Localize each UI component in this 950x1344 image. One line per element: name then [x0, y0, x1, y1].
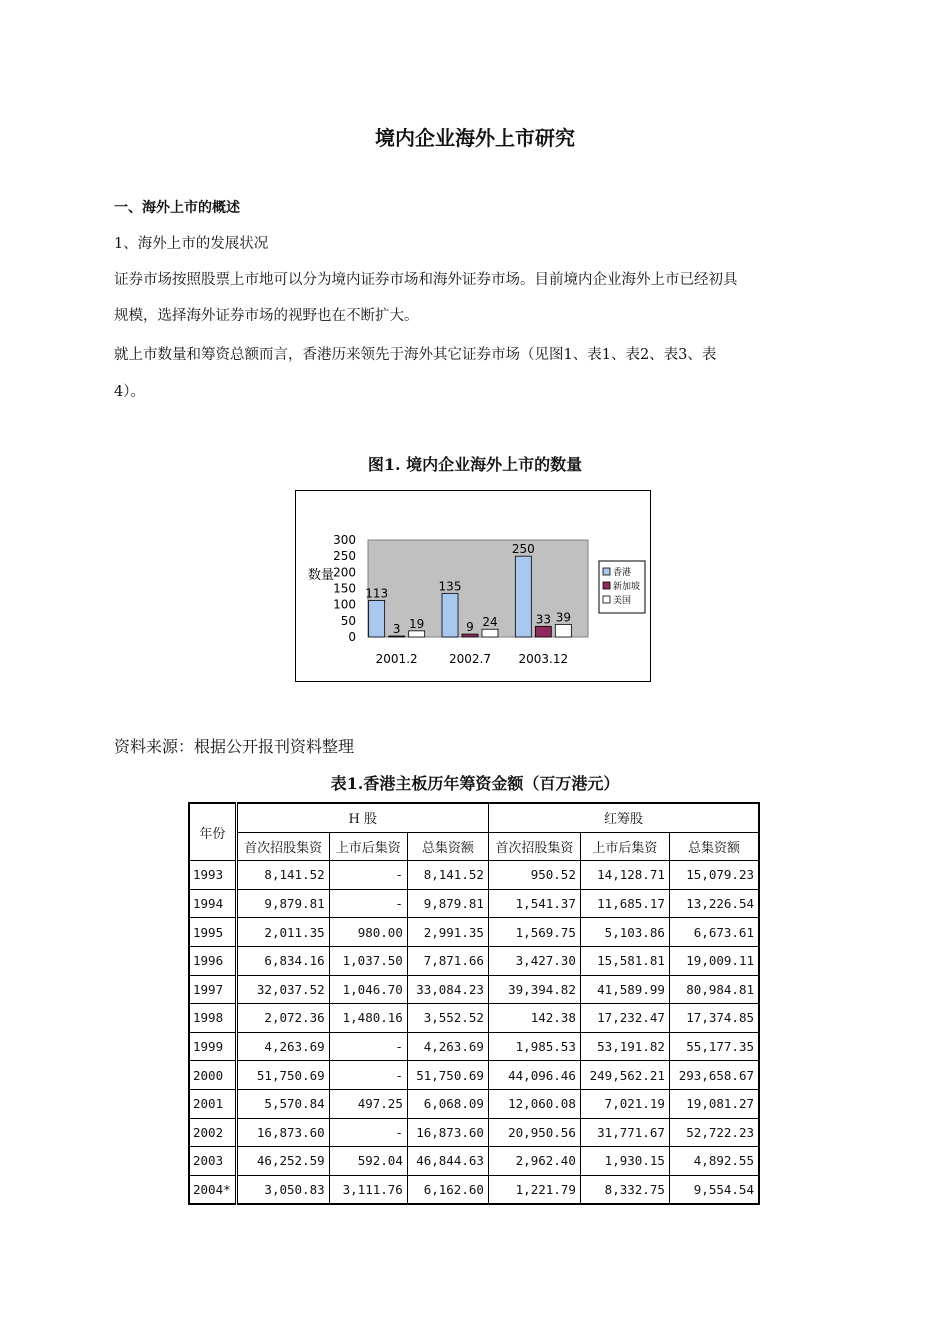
data-label: 135 — [438, 579, 462, 594]
value-cell: 16,873.60 — [407, 1118, 488, 1147]
value-cell: 12,060.08 — [488, 1089, 580, 1118]
year-cell: 2002 — [189, 1118, 236, 1147]
value-cell: 3,050.83 — [236, 1175, 329, 1204]
y-tick-label: 0 — [348, 630, 356, 644]
value-cell: 20,950.56 — [488, 1118, 580, 1147]
value-cell: 1,569.75 — [488, 918, 580, 947]
value-cell: 15,581.81 — [580, 946, 669, 975]
value-cell: 5,570.84 — [236, 1089, 329, 1118]
value-cell: 6,673.61 — [669, 918, 759, 947]
column-header: 总集资额 — [407, 832, 488, 861]
value-cell: 41,589.99 — [580, 975, 669, 1004]
value-cell: 53,191.82 — [580, 1032, 669, 1061]
value-cell: 1,541.37 — [488, 889, 580, 918]
value-cell: 51,750.69 — [236, 1061, 329, 1090]
data-label: 3 — [392, 622, 401, 637]
table-row — [189, 1061, 759, 1090]
paragraph-line-3: 就上市数量和筹资总额而言，香港历来领先于海外其它证券市场（见图1、表1、表2、表3、表 — [114, 347, 717, 363]
value-cell: 7,871.66 — [407, 946, 488, 975]
data-label: 24 — [482, 615, 498, 630]
legend-swatch — [603, 568, 610, 575]
value-cell: 249,562.21 — [580, 1061, 669, 1090]
value-cell: 9,879.81 — [407, 889, 488, 918]
value-cell: 2,072.36 — [236, 1004, 329, 1033]
bar-新加坡 — [462, 634, 478, 637]
value-cell: 33,084.23 — [407, 975, 488, 1004]
table-row — [189, 861, 759, 890]
y-tick-label: 200 — [333, 565, 356, 580]
chart-frame — [295, 490, 651, 682]
subsection-heading: 1、海外上市的发展状况 — [114, 236, 269, 252]
value-cell: 4,263.69 — [236, 1032, 329, 1061]
value-cell: 8,141.52 — [407, 861, 488, 890]
x-tick-label: 2003.12 — [518, 652, 569, 666]
value-cell: 19,009.11 — [669, 946, 759, 975]
x-tick-label: 2002.7 — [449, 652, 491, 666]
value-cell: 980.00 — [329, 918, 407, 947]
year-cell: 1997 — [189, 975, 236, 1004]
value-cell: 6,068.09 — [407, 1089, 488, 1118]
year-cell: 1994 — [189, 889, 236, 918]
value-cell: 592.04 — [329, 1147, 407, 1176]
column-header: 总集资额 — [669, 832, 759, 861]
legend-label: 新加坡 — [613, 582, 641, 592]
value-cell: 950.52 — [488, 861, 580, 890]
table-row — [189, 946, 759, 975]
year-cell: 1993 — [189, 861, 236, 890]
value-cell: 32,037.52 — [236, 975, 329, 1004]
value-cell: 1,930.15 — [580, 1147, 669, 1176]
value-cell: 7,021.19 — [580, 1089, 669, 1118]
value-cell: 1,480.16 — [329, 1004, 407, 1033]
table-row — [189, 1004, 759, 1033]
bar-美国 — [482, 629, 498, 637]
table-row — [189, 1032, 759, 1061]
data-label: 9 — [466, 620, 474, 635]
legend-label: 美国 — [613, 596, 632, 606]
data-label: 113 — [365, 586, 389, 601]
value-cell: - — [329, 889, 407, 918]
value-cell: 4,892.55 — [669, 1147, 759, 1176]
y-tick-label: 300 — [333, 533, 356, 547]
value-cell: 15,079.23 — [669, 861, 759, 890]
paragraph-line-2: 规模，选择海外证券市场的视野也在不断扩大。 — [114, 308, 419, 324]
legend-swatch — [603, 582, 610, 589]
legend-label: 香港 — [613, 568, 632, 578]
value-cell: 6,834.16 — [236, 946, 329, 975]
value-cell: 293,658.67 — [669, 1061, 759, 1090]
table-title: 表1.香港主板历年筹资金额（百万港元） — [330, 774, 620, 793]
column-header: 首次招股集资 — [236, 832, 329, 861]
year-cell: 2004* — [189, 1175, 236, 1204]
value-cell: 2,962.40 — [488, 1147, 580, 1176]
bar-香港 — [369, 600, 385, 637]
value-cell: 19,081.27 — [669, 1089, 759, 1118]
value-cell: 497.25 — [329, 1089, 407, 1118]
y-tick-label: 150 — [333, 581, 356, 596]
table-row — [189, 1175, 759, 1204]
value-cell: 9,554.54 — [669, 1175, 759, 1204]
value-cell: - — [329, 1118, 407, 1147]
value-cell: 1,985.53 — [488, 1032, 580, 1061]
year-header: 年份 — [189, 803, 236, 861]
bar-美国 — [555, 624, 571, 637]
figure-title: 图1. 境内企业海外上市的数量 — [367, 455, 583, 474]
bar-新加坡 — [389, 636, 405, 637]
table-row — [189, 975, 759, 1004]
y-tick-label: 250 — [333, 549, 356, 564]
value-cell: 17,232.47 — [580, 1004, 669, 1033]
value-cell: 5,103.86 — [580, 918, 669, 947]
value-cell: - — [329, 861, 407, 890]
table-row — [189, 1118, 759, 1147]
year-cell: 2003 — [189, 1147, 236, 1176]
value-cell: 1,037.50 — [329, 946, 407, 975]
value-cell: 39,394.82 — [488, 975, 580, 1004]
year-cell: 2001 — [189, 1089, 236, 1118]
column-header: 首次招股集资 — [488, 832, 580, 861]
value-cell: 14,128.71 — [580, 861, 669, 890]
value-cell: 142.38 — [488, 1004, 580, 1033]
table-row — [189, 889, 759, 918]
value-cell: 31,771.67 — [580, 1118, 669, 1147]
value-cell: 46,844.63 — [407, 1147, 488, 1176]
value-cell: 3,427.30 — [488, 946, 580, 975]
value-cell: 6,162.60 — [407, 1175, 488, 1204]
value-cell: 11,685.17 — [580, 889, 669, 918]
table-row — [189, 918, 759, 947]
bar-香港 — [515, 556, 531, 637]
legend-swatch — [603, 596, 610, 603]
subheader-row — [189, 832, 759, 861]
value-cell: 3,552.52 — [407, 1004, 488, 1033]
x-tick-label: 2001.2 — [375, 652, 418, 666]
h-share-header: H 股 — [236, 803, 488, 832]
year-cell: 1998 — [189, 1004, 236, 1033]
bar-香港 — [442, 593, 458, 637]
column-header: 上市后集资 — [580, 832, 669, 861]
value-cell: 46,252.59 — [236, 1147, 329, 1176]
funding-table — [188, 802, 760, 1205]
value-cell: 17,374.85 — [669, 1004, 759, 1033]
value-cell: - — [329, 1032, 407, 1061]
bar-chart — [296, 491, 650, 681]
year-cell: 1996 — [189, 946, 236, 975]
value-cell: 2,991.35 — [407, 918, 488, 947]
red-chip-header: 红筹股 — [488, 803, 759, 832]
table-row — [189, 1089, 759, 1118]
data-label: 39 — [555, 610, 571, 625]
paragraph-line-4: 4）。 — [114, 384, 145, 400]
paragraph-line-1: 证券市场按照股票上市地可以分为境内证券市场和海外证券市场。目前境内企业海外上市已经初具 — [114, 272, 738, 288]
value-cell: 51,750.69 — [407, 1061, 488, 1090]
bar-新加坡 — [535, 626, 551, 637]
year-cell: 2000 — [189, 1061, 236, 1090]
value-cell: 3,111.76 — [329, 1175, 407, 1204]
value-cell: 44,096.46 — [488, 1061, 580, 1090]
year-cell: 1999 — [189, 1032, 236, 1061]
section-heading: 一、海外上市的概述 — [114, 200, 240, 216]
value-cell: - — [329, 1061, 407, 1090]
y-axis-label: 数量 — [308, 568, 335, 583]
value-cell: 16,873.60 — [236, 1118, 329, 1147]
page-title: 境内企业海外上市研究 — [375, 126, 575, 150]
table-row — [189, 1147, 759, 1176]
column-header: 上市后集资 — [329, 832, 407, 861]
y-tick-label: 100 — [333, 597, 356, 612]
source-note: 资料来源：根据公开报刊资料整理 — [114, 737, 355, 756]
data-label: 250 — [511, 542, 535, 557]
value-cell: 52,722.23 — [669, 1118, 759, 1147]
value-cell: 55,177.35 — [669, 1032, 759, 1061]
value-cell: 4,263.69 — [407, 1032, 488, 1061]
value-cell: 1,221.79 — [488, 1175, 580, 1204]
value-cell: 2,011.35 — [236, 918, 329, 947]
bar-美国 — [409, 631, 425, 637]
value-cell: 1,046.70 — [329, 975, 407, 1004]
value-cell: 8,141.52 — [236, 861, 329, 890]
data-label: 33 — [535, 612, 551, 627]
value-cell: 80,984.81 — [669, 975, 759, 1004]
value-cell: 8,332.75 — [580, 1175, 669, 1204]
value-cell: 13,226.54 — [669, 889, 759, 918]
value-cell: 9,879.81 — [236, 889, 329, 918]
data-label: 19 — [409, 616, 425, 631]
year-cell: 1995 — [189, 918, 236, 947]
y-tick-label: 50 — [340, 613, 356, 628]
